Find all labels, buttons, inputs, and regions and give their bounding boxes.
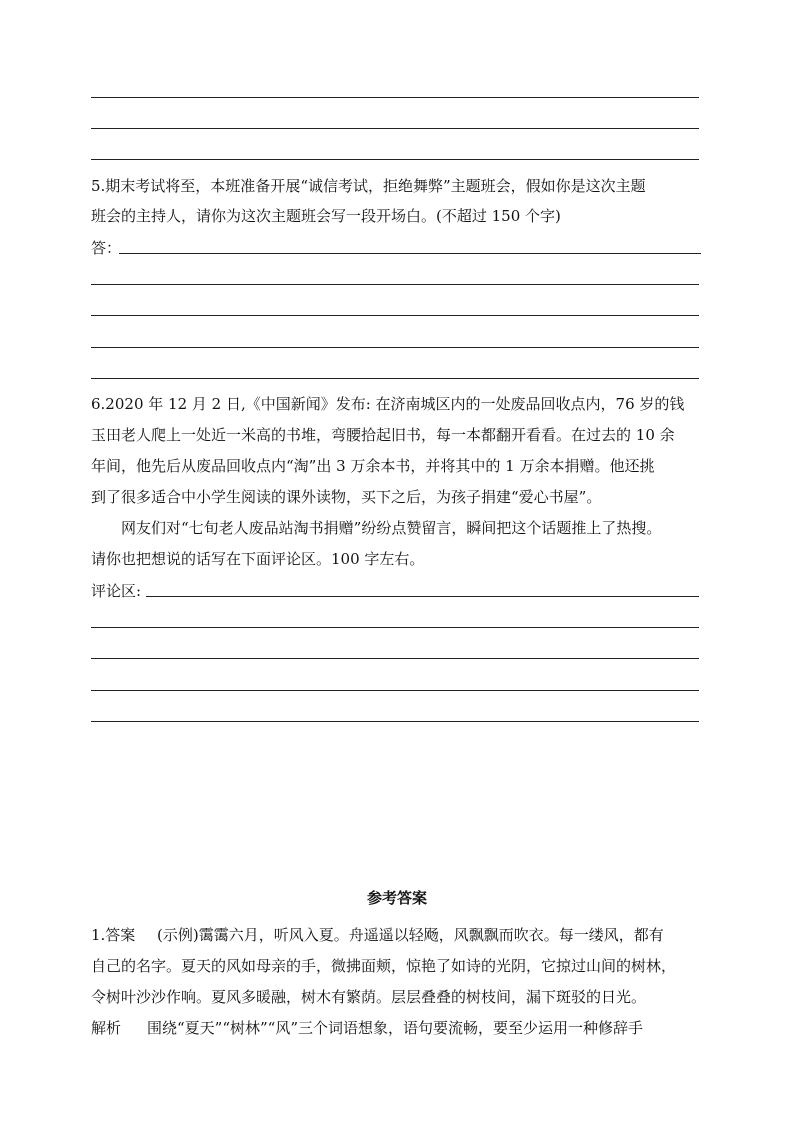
analysis-text: 围绕“夏天”“树林”“风”三个词语想象，语句要流畅，要至少运用一种修辞手 [147, 1019, 644, 1037]
answer-tag: 1.答案 [91, 926, 136, 944]
q6-answer-line[interactable] [91, 690, 699, 691]
q5-answer-label: 答： [91, 239, 122, 257]
reference-item-1-line-2: 自己的名字。夏天的风如母亲的手，微拂面颊，惊艳了如诗的光阴，它掠过山间的树林， [91, 957, 677, 975]
q6-text-line-3: 年间，他先后从废品回收点内“淘”出 3 万余本书，并将其中的 1 万余本捐赠。他还挑 [91, 457, 655, 475]
q5-text-line-2: 班会的主持人，请你为这次主题班会写一段开场白。(不超过 150 个字) [91, 207, 561, 225]
reference-analysis-line [91, 1018, 643, 1038]
q6-answer-line[interactable] [91, 721, 699, 722]
q6-text-line-2: 玉田老人爬上一处近一米高的书堆，弯腰拾起旧书，每一本都翻开看看。在过去的 10 余 [91, 426, 675, 444]
q5-answer-line-first[interactable] [119, 253, 701, 254]
reference-answer-title: 参考答案 [366, 889, 427, 907]
q6-answer-label: 评论区: [91, 582, 142, 600]
q6-text-line-1: 6.2020 年 12 月 2 日,《中国新闻》发布: 在济南城区内的一处废品回收点内，76 岁的钱 [91, 395, 685, 413]
q5-answer-line[interactable] [91, 315, 699, 316]
answer-text: (示例)霭霭六月，听风入夏。舟遥遥以轻飏，风飘飘而吹衣。每一缕风，都有 [157, 926, 664, 944]
q6-text-line-4: 到了很多适合中小学生阅读的课外读物，买下之后，为孩子捐建“爱心书屋”。 [91, 488, 602, 506]
reference-item-1-line-3: 令树叶沙沙作响。夏风多暖融，树木有繁荫。层层叠叠的树枝间，漏下斑驳的日光。 [91, 988, 647, 1006]
q5-answer-line[interactable] [91, 378, 699, 379]
answer-line[interactable] [91, 159, 699, 160]
q6-answer-line-first[interactable] [146, 596, 699, 597]
q5-text-line-1: 5.期末考试将至，本班准备开展“诚信考试，拒绝舞弊”主题班会，假如你是这次主题 [91, 177, 646, 195]
answer-line[interactable] [91, 97, 699, 98]
answer-line[interactable] [91, 128, 699, 129]
q6-answer-line[interactable] [91, 627, 699, 628]
q5-answer-line[interactable] [91, 284, 699, 285]
q5-answer-line[interactable] [91, 347, 699, 348]
analysis-tag: 解析 [91, 1019, 122, 1037]
q6-paragraph2-line-1: 网友们对“七旬老人废品站淘书捐赠”纷纷点赞留言，瞬间把这个话题推上了热搜。 [121, 519, 662, 537]
reference-item-1-line-1 [91, 925, 664, 945]
q6-paragraph2-line-2: 请你也把想说的话写在下面评论区。100 字左右。 [91, 550, 425, 568]
q6-answer-line[interactable] [91, 658, 699, 659]
